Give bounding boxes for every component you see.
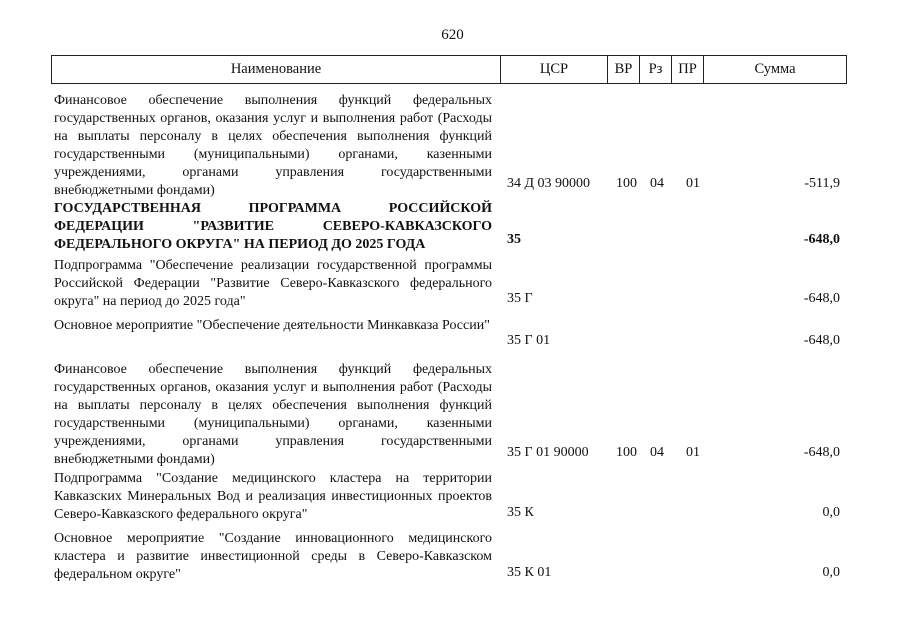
row-sum: -648,0 <box>803 232 840 247</box>
header-vr: ВР <box>608 56 640 83</box>
row-vr: 100 <box>616 176 637 191</box>
table-header <box>51 55 847 84</box>
row-name: Основное мероприятие "Обеспечение деятельности Минкавказа России" <box>54 318 490 333</box>
row-pr: 01 <box>686 176 700 191</box>
row-rz: 04 <box>650 176 664 191</box>
row-name: Подпрограмма "Создание медицинского кластера на территории Кавказских Минеральных Вод и реализация инвестиционных проектов Северо-Кавказского федерального округа" <box>54 471 492 522</box>
header-rz: Рз <box>640 56 672 83</box>
row-sum: 0,0 <box>822 565 840 580</box>
row-csr: 35 К 01 <box>507 565 552 580</box>
header-pr: ПР <box>672 56 704 83</box>
page-number: 620 <box>441 27 464 43</box>
row-name: Основное мероприятие "Создание инновационного медицинского кластера и развитие инвестиционной среды в Северо-Кавказском федеральном округе" <box>54 531 492 582</box>
row-sum: 0,0 <box>822 505 840 520</box>
header-csr: ЦСР <box>501 56 608 83</box>
row-name: ГОСУДАРСТВЕННАЯ ПРОГРАММА РОССИЙСКОЙ ФЕДЕРАЦИИ "РАЗВИТИЕ СЕВЕРО-КАВКАЗСКОГО ФЕДЕРАЛЬНОГО ОКРУГА" НА ПЕРИОД ДО 2025 ГОДА <box>54 201 492 252</box>
row-rz: 04 <box>650 445 664 460</box>
row-sum: -648,0 <box>803 333 840 348</box>
header-name: Наименование <box>52 56 501 83</box>
row-sum: -648,0 <box>803 445 840 460</box>
row-csr: 35 Г <box>507 291 533 306</box>
row-sum: -511,9 <box>804 176 840 191</box>
row-csr: 35 Г 01 90000 <box>507 445 589 460</box>
row-csr: 35 <box>507 232 521 247</box>
row-csr: 35 Г 01 <box>507 333 551 348</box>
row-sum: -648,0 <box>803 291 840 306</box>
header-sum: Сумма <box>754 61 796 77</box>
row-vr: 100 <box>616 445 637 460</box>
row-name: Подпрограмма "Обеспечение реализации государственной программы Российской Федерации "Развитие Северо-Кавказского федерального округа" на период до 2025 года" <box>54 258 492 309</box>
row-csr: 34 Д 03 90000 <box>507 176 591 191</box>
row-csr: 35 К <box>507 505 534 520</box>
row-name: Финансовое обеспечение выполнения функций федеральных государственных органов, оказания услуг и выполнения работ (Расходы на выплаты персоналу в целях обеспечения выполнения функций государственными (муниципальными) органами, казенными учреждениями, органами управления государственными внебюджетными фондами) <box>54 362 492 467</box>
row-name: Финансовое обеспечение выполнения функций федеральных государственных органов, оказания услуг и выполнения работ (Расходы на выплаты персоналу в целях обеспечения выполнения функций государственными (муниципальными) органами, казенными учреждениями, органами управления государственными внебюджетными фондами) <box>54 93 492 198</box>
row-pr: 01 <box>686 445 700 460</box>
